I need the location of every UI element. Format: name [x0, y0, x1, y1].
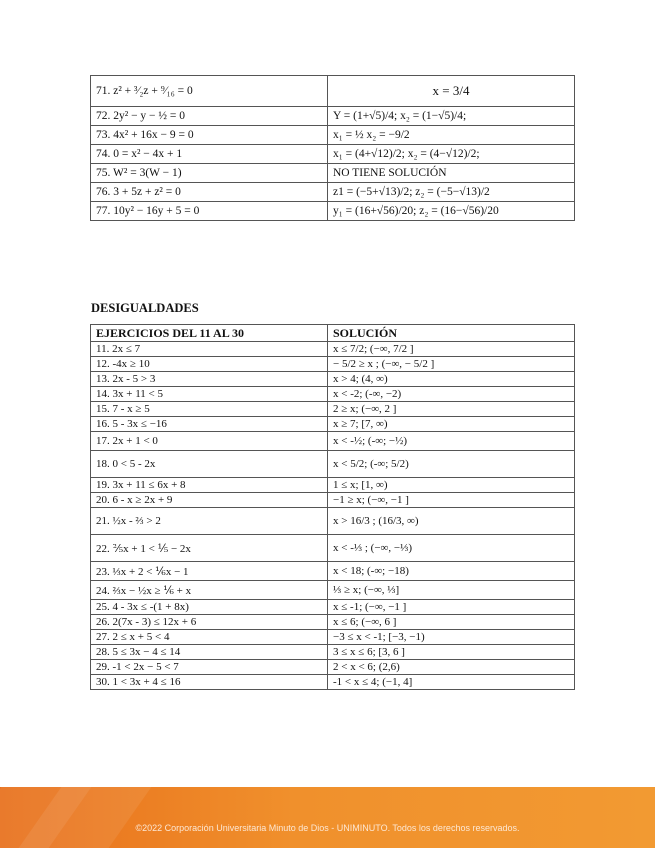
table-row [91, 451, 575, 478]
exercise-cell: 29. -1 < 2x − 5 < 7 [91, 660, 328, 675]
solution-cell: z1 = (−5+√13)/2; z₂ = (−5−√13)/2 [328, 183, 575, 202]
solution-cell: x < -½; (-∞; −½) [328, 432, 575, 451]
table-row [91, 508, 575, 535]
exercise-cell: 14. 3x + 11 < 5 [91, 387, 328, 402]
table-row [91, 357, 575, 372]
solution-cell: Y = (1+√5)/4; x₂ = (1−√5)/4; [328, 107, 575, 126]
section-title: DESIGUALDADES [91, 301, 199, 315]
table-row [91, 387, 575, 402]
table-row [91, 402, 575, 417]
solution-cell: x < -2; (-∞, −2) [328, 387, 575, 402]
exercise-cell: 23. ⅓x + 2 < ⅙x − 1 [91, 562, 328, 581]
inequalities-table [90, 324, 575, 690]
solution-cell: NO TIENE SOLUCIÓN [328, 164, 575, 183]
equations-table [90, 75, 575, 221]
solution-cell: 2 ≥ x; (−∞, 2 ] [328, 402, 575, 417]
table-row [91, 432, 575, 451]
column-header-exercises: EJERCICIOS DEL 11 AL 30 [91, 325, 328, 342]
table-row [91, 372, 575, 387]
solution-cell: x ≥ 7; [7, ∞) [328, 417, 575, 432]
table-header-row [91, 325, 575, 342]
table-row [91, 581, 575, 600]
solution-cell: x > 4; (4, ∞) [328, 372, 575, 387]
table-row [91, 493, 575, 508]
exercise-cell: 72. 2y² − y − ½ = 0 [91, 107, 328, 126]
exercise-cell: 27. 2 ≤ x + 5 < 4 [91, 630, 328, 645]
column-header-solution: SOLUCIÓN [328, 325, 575, 342]
solution-cell: 2 < x < 6; (2,6) [328, 660, 575, 675]
solution-cell: −3 ≤ x < -1; [−3, −1) [328, 630, 575, 645]
exercise-cell: 21. ½x - ⅔ > 2 [91, 508, 328, 535]
table-row [91, 342, 575, 357]
solution-cell: -1 < x ≤ 4; (−1, 4] [328, 675, 575, 690]
exercise-cell: 11. 2x ≤ 7 [91, 342, 328, 357]
table-row [91, 645, 575, 660]
exercise-cell: 12. -4x ≥ 10 [91, 357, 328, 372]
footer-bar [0, 787, 655, 848]
exercise-cell: 19. 3x + 11 ≤ 6x + 8 [91, 478, 328, 493]
exercise-cell: 16. 5 - 3x ≤ −16 [91, 417, 328, 432]
solution-cell: x < -⅓ ; (−∞, −⅓) [328, 535, 575, 562]
table-row [91, 660, 575, 675]
exercise-cell: 18. 0 < 5 - 2x [91, 451, 328, 478]
copyright-text: ©2022 Corporación Universitaria Minuto de Dios - UNIMINUTO. Todos los derechos reservados. [135, 823, 520, 833]
table-row [91, 562, 575, 581]
table-row [91, 183, 575, 202]
solution-cell: x₁ = (4+√12)/2; x₂ = (4−√12)/2; [328, 145, 575, 164]
exercise-cell: 77. 10y² − 16y + 5 = 0 [91, 202, 328, 221]
table-row [91, 417, 575, 432]
solution-cell: x₁ = ½ x₂ = −9/2 [328, 126, 575, 145]
exercise-cell: 20. 6 - x ≥ 2x + 9 [91, 493, 328, 508]
exercise-cell: 28. 5 ≤ 3x − 4 ≤ 14 [91, 645, 328, 660]
exercise-cell: 13. 2x - 5 > 3 [91, 372, 328, 387]
exercise-cell: 17. 2x + 1 < 0 [91, 432, 328, 451]
solution-cell: 3 ≤ x ≤ 6; [3, 6 ] [328, 645, 575, 660]
exercise-cell: 25. 4 - 3x ≤ -(1 + 8x) [91, 600, 328, 615]
exercise-cell: 22. ⅖x + 1 < ⅕ − 2x [91, 535, 328, 562]
table-row [91, 107, 575, 126]
table-row [91, 76, 575, 107]
exercise-cell: 74. 0 = x² − 4x + 1 [91, 145, 328, 164]
exercise-cell: 71. z² + ³⁄₂z + ⁹⁄₁₆ = 0 [91, 76, 328, 107]
solution-cell: x ≤ 6; (−∞, 6 ] [328, 615, 575, 630]
solution-cell: x ≤ 7/2; (−∞, 7/2 ] [328, 342, 575, 357]
solution-cell: x < 18; (-∞; −18) [328, 562, 575, 581]
solution-cell: ⅓ ≥ x; (−∞, ⅓] [328, 581, 575, 600]
solution-cell: −1 ≥ x; (−∞, −1 ] [328, 493, 575, 508]
table-row [91, 126, 575, 145]
exercise-cell: 24. ⅔x − ½x ≥ ⅙ + x [91, 581, 328, 600]
exercise-cell: 30. 1 < 3x + 4 ≤ 16 [91, 675, 328, 690]
exercise-cell: 73. 4x² + 16x − 9 = 0 [91, 126, 328, 145]
table-row [91, 600, 575, 615]
table-row [91, 675, 575, 690]
table-row [91, 478, 575, 493]
table-row [91, 145, 575, 164]
exercise-cell: 76. 3 + 5z + z² = 0 [91, 183, 328, 202]
exercise-cell: 75. W² = 3(W − 1) [91, 164, 328, 183]
exercise-cell: 15. 7 - x ≥ 5 [91, 402, 328, 417]
table-row [91, 630, 575, 645]
table-row [91, 164, 575, 183]
solution-cell: x < 5/2; (-∞; 5/2) [328, 451, 575, 478]
table-row [91, 535, 575, 562]
solution-cell: − 5/2 ≥ x ; (−∞, − 5/2 ] [328, 357, 575, 372]
solution-cell: 1 ≤ x; [1, ∞) [328, 478, 575, 493]
table-row [91, 615, 575, 630]
solution-cell: y₁ = (16+√56)/20; z₂ = (16−√56)/20 [328, 202, 575, 221]
exercise-cell: 26. 2(7x - 3) ≤ 12x + 6 [91, 615, 328, 630]
table-row [91, 202, 575, 221]
solution-cell: x > 16/3 ; (16/3, ∞) [328, 508, 575, 535]
solution-cell: x ≤ -1; (−∞, −1 ] [328, 600, 575, 615]
solution-cell: x = 3/4 [328, 76, 575, 107]
